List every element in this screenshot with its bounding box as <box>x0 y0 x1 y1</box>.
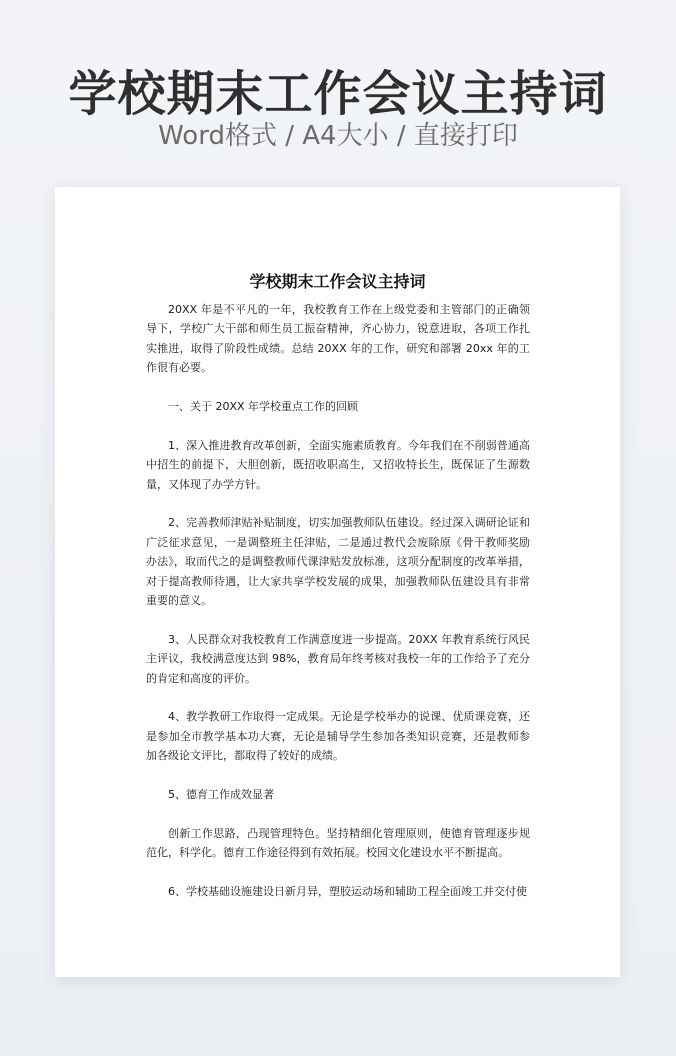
section-heading-review: 一、关于 20XX 年学校重点工作的回顾 <box>168 400 359 414</box>
paragraph-item-2: 2、完善教师津贴补贴制度，切实加强教师队伍建设。经过深入调研论证和广泛征求意见，一是调整班主任津贴，二是通过教代会废除原《骨干教师奖励办法》，取而代之的是调整教师代课津贴发放标准，这项分配制度的改革举措，对于提高教师待遇，让大家共享学校发展的成果，加强教师队伍建设具有非常重要的意义。 <box>146 516 530 608</box>
document-page <box>55 187 620 977</box>
paragraph-item-3: 3、人民群众对我校教育工作满意度进一步提高。20XX 年教育系统行风民主评议，我校满意度达到 98%，教育局年终考核对我校一年的工作给予了充分的肯定和高度的评价。 <box>146 632 530 685</box>
paragraph-item-5-heading: 5、德育工作成效显著 <box>168 788 274 802</box>
paragraph-item-1: 1、深入推进教育改革创新，全面实施素质教育。今年我们在不削弱普通高中招生的前提下，大胆创新，既招收职高生，又招收特长生，既保证了生源数量，又体现了办学方针。 <box>146 438 530 491</box>
document-body <box>146 300 530 901</box>
paragraph-item-6: 6、学校基础设施建设日新月异，塑胶运动场和辅助工程全面竣工并交付使 <box>168 885 527 899</box>
paragraph-moral-education: 创新工作思路，凸现管理特色。坚持精细化管理原则，使德育管理逐步规范化，科学化。德育工作途径得到有效拓展。校园文化建设水平不断提高。 <box>146 826 530 860</box>
banner-subtitle: Word格式 / A4大小 / 直接打印 <box>158 121 518 151</box>
document-title: 学校期末工作会议主持词 <box>249 272 426 291</box>
banner-title: 学校期末工作会议主持词 <box>68 66 608 122</box>
paragraph-item-4: 4、教学教研工作取得一定成果。无论是学校举办的说课、优质课竞赛，还是参加全市教学基本功大赛，无论是辅导学生参加各类知识竞赛，还是教师参加各级论文评比，都取得了较好的成绩。 <box>146 710 530 763</box>
paragraph-intro: 20XX 年是不平凡的一年，我校教育工作在上级党委和主管部门的正确领导下，学校广大干部和师生员工振奋精神，齐心协力，锐意进取，各项工作扎实推进，取得了阶段性成绩。总结 20XX 年的工作，研究和部署 20xx 年的工作很有必要。 <box>146 303 530 375</box>
